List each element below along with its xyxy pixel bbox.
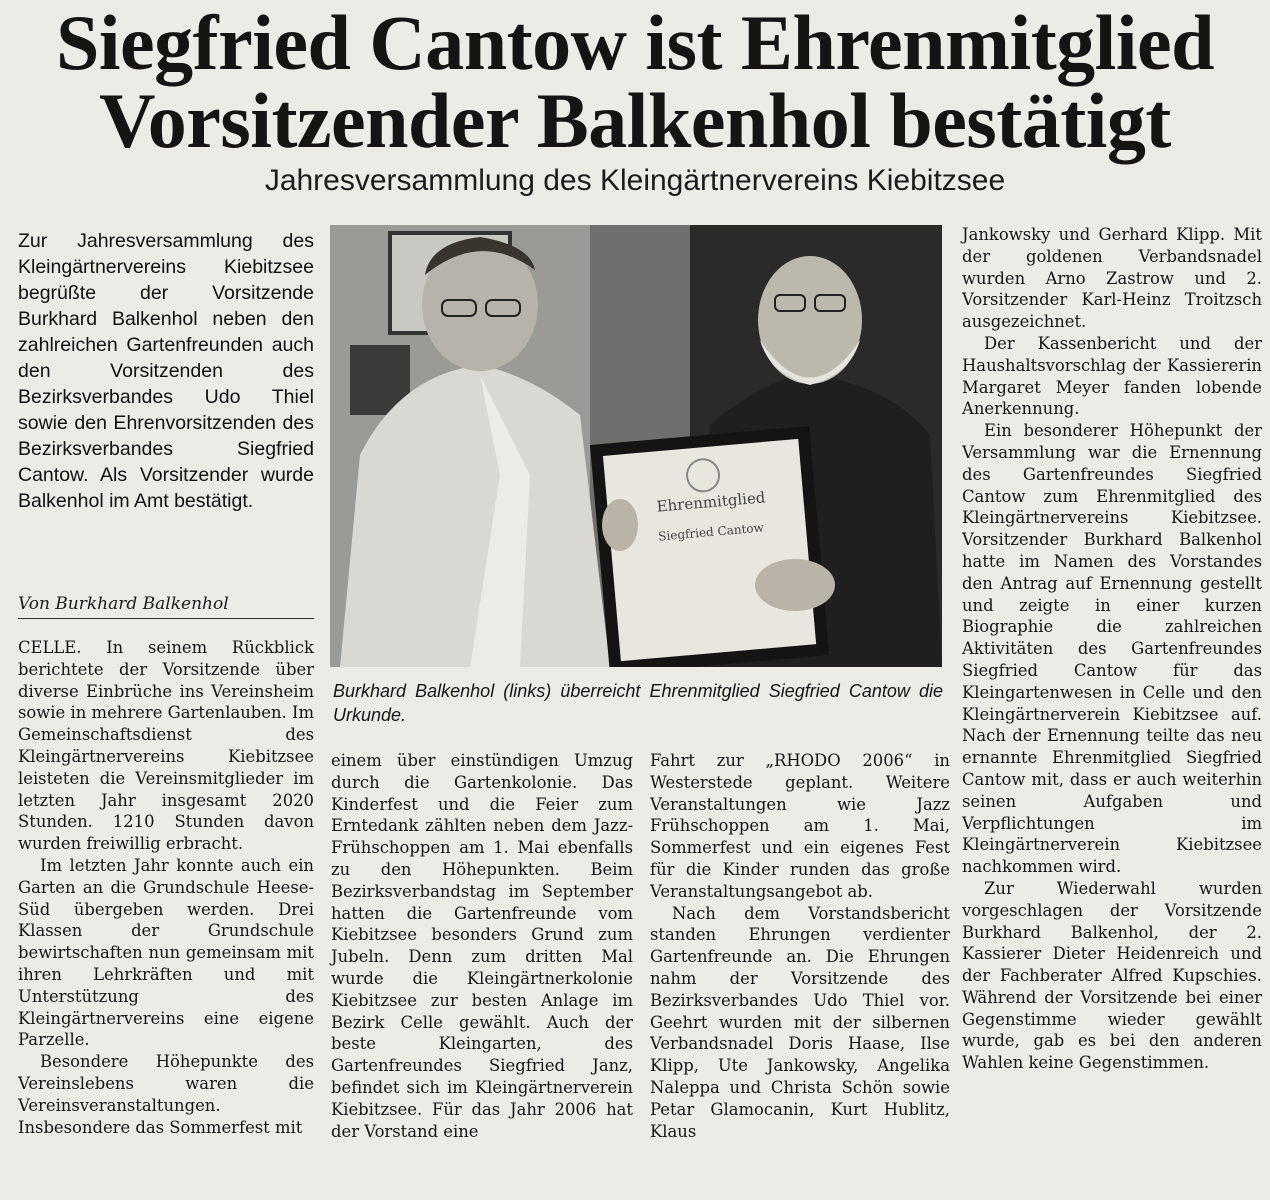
photo-illustration xyxy=(330,225,942,667)
headline-line-2: Vorsitzender Balkenhol bestätigt xyxy=(99,77,1171,164)
intro-paragraph: Zur Jahresversammlung des Kleingärtnervereins Kiebitzsee begrüßte der Vorsitzende Burkhard Balkenhol neben den zahlreichen Gartenfreunden auch den Vorsitzenden des Bezirksverbandes Udo Thiel sowie den Ehrenvorsitzenden des Bezirksverbandes Siegfried Cantow. Als Vorsitzender wurde Balkenhol im Amt bestätigt. xyxy=(18,230,314,512)
article-column-1 xyxy=(18,637,314,1138)
article-column-3 xyxy=(650,750,950,1142)
paragraph: Nach dem Vorstandsbericht standen Ehrungen verdienter Gartenfreunde an. Die Ehrungen nahm der Vorsitzende des Bezirksverbandes Udo Thiel vor. Geehrt wurden mit der silbernen Verbandsnadel Doris Haase, Ilse Klipp, Ute Jankowsky, Angelika Naleppa und Christa Schön sowie Petar Glamocanin, Kurt Hublitz, Klaus xyxy=(650,903,950,1141)
photo-caption: Burkhard Balkenhol (links) überreicht Ehrenmitglied Siegfried Cantow die Urkunde. xyxy=(333,681,943,725)
paragraph: Jankowsky und Gerhard Klipp. Mit der goldenen Verbandsnadel wurden Arno Zastrow und 2. Vorsitzender Karl-Heinz Troitzsch ausgezeichnet. xyxy=(962,225,1262,332)
subheadline: Jahresversammlung des Kleingärtnervereins Kiebitzsee xyxy=(264,164,1006,197)
paragraph: Der Kassenbericht und der Haushaltsvorschlag der Kassiererin Margaret Meyer fanden lobende Anerkennung. xyxy=(962,333,1262,419)
paragraph: Im letzten Jahr konnte auch ein Garten an die Grundschule Heese-Süd übergeben werden. Drei Klassen der Grundschule bewirtschaften nun gemeinsam mit ihren Lehrkräften und mit Unterstützung des Kleingärtnervereins eine eigene Parzelle. xyxy=(18,855,314,1050)
certificate-name: Siegfried Cantow xyxy=(657,520,765,544)
article-column-2 xyxy=(331,750,633,1142)
paragraph: Zur Wiederwahl wurden vorgeschlagen der Vorsitzende Burkhard Balkenhol, der 2. Kassierer Dieter Heidenreich und der Fachberater Alfred Kupschies. Während der Vorsitzende bei einer Gegenstimme wieder gewählt wurde, gab es bei den anderen Wahlen keine Gegenstimmen. xyxy=(962,878,1262,1073)
certificate-title: Ehrenmitglied xyxy=(655,488,767,516)
article-photo xyxy=(330,225,942,667)
headline-line-1: Siegfried Cantow ist Ehrenmitglied xyxy=(55,0,1215,86)
byline: Von Burkhard Balkenhol xyxy=(18,594,314,619)
article-column-4 xyxy=(962,224,1262,1074)
paragraph: Fahrt zur „RHODO 2006“ in Westerstede geplant. Weitere Veranstaltungen wie Jazz Frühschoppen am 1. Mai, Sommerfest und ein eigenes Fest für die Kinder runden das große Veranstaltungsangebot ab. xyxy=(650,751,950,901)
paragraph: Ein besonderer Höhepunkt der Versammlung war die Ernennung des Gartenfreundes Siegfried Cantow zum Ehrenmitglied des Kleingärtnervereins Kiebitzsee. Vorsitzender Burkhard Balkenhol hatte im Namen des Vorstandes den Antrag auf Ernennung gestellt und zeigte in einer kurzen Biographie die zahlreichen Aktivitäten des Gartenfreundes Siegfried Cantow für das Kleingartenwesen in Celle und den Kleingärtnerverein Kiebitzsee auf. Nach der Ernennung teilte das neu ernannte Ehrenmitglied Siegfried Cantow mit, dass er auch weiterhin seinen Aufgaben und Verpflichtungen im Kleingärtnerverein Kiebitzsee nachkommen wird. xyxy=(962,421,1262,877)
paragraph: einem über einstündigen Umzug durch die Gartenkolonie. Das Kinderfest und die Feier zum Erntedank zählten neben dem Jazz-Frühschoppen am 1. Mai ebenfalls zu den Höhepunkten. Beim Bezirksverbandstag im September hatten die Gartenfreunde vom Kiebitzsee besonders Grund zum Jubeln. Denn zum dritten Mal wurde die Kleingärtnerkolonie Kiebitzsee zur besten Anlage im Bezirk Celle gewählt. Auch der beste Kleingarten, des Gartenfreundes Siegfried Janz, befindet sich im Kleingärtnerverein Kiebitzsee. Für das Jahr 2006 hat der Vorstand eine xyxy=(331,751,633,1141)
paragraph: Besondere Höhepunkte des Vereinslebens waren die Vereinsveranstaltungen. Insbesondere das Sommerfest mit xyxy=(18,1052,314,1137)
paragraph: CELLE. In seinem Rückblick berichtete der Vorsitzende über diverse Einbrüche ins Vereinsheim sowie in mehrere Gartenlauben. Im Gemeinschaftsdienst des Kleingärtnervereins Kiebitzsee leisteten die Vereinsmitglieder im letzten Jahr insgesamt 2020 Stunden. 1210 Stunden davon wurden freiwillig erbracht. xyxy=(18,638,314,854)
